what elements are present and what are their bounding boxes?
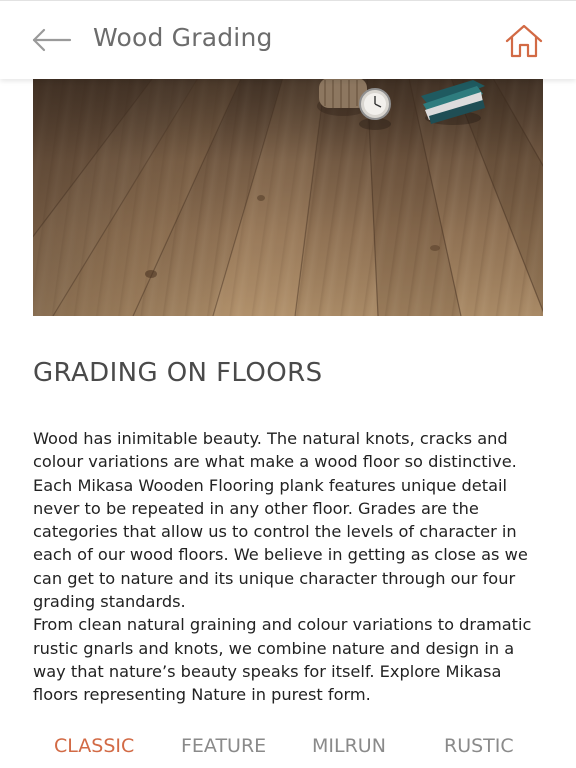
tab-classic[interactable]: CLASSIC	[54, 735, 135, 757]
hero-floor-image	[33, 78, 543, 316]
home-icon	[505, 23, 543, 59]
tab-feature[interactable]: FEATURE	[181, 735, 267, 757]
tab-rustic[interactable]: RUSTIC	[444, 735, 514, 757]
app-header	[0, 0, 576, 79]
page-title: Wood Grading	[93, 23, 273, 52]
back-button[interactable]	[30, 25, 74, 55]
grading-tabs	[0, 735, 576, 765]
clock	[359, 89, 391, 130]
home-button[interactable]	[505, 23, 543, 59]
arrow-left-icon	[30, 25, 74, 55]
description-paragraph-1: Wood has inimitable beauty. The natural knots, cracks and colour variations are what make a wood floor so distinctive. Each Mikasa Wooden Flooring plank features unique detail never to be repeated in any other floor. Grades are the categories that allow us to control the levels of character in each of our wood floors. We believe in getting as close as we can get to nature and its unique character through our four grading standards.	[33, 429, 528, 612]
description-text	[33, 427, 545, 707]
section-title: GRADING ON FLOORS	[33, 358, 323, 388]
tab-milrun[interactable]: MILRUN	[312, 735, 386, 757]
description-paragraph-2: From clean natural graining and colour variations to dramatic rustic gnarls and knots, we combine nature and design in a way that nature’s beauty speaks for itself. Explore Mikasa floors representing Nature in purest form.	[33, 615, 532, 705]
